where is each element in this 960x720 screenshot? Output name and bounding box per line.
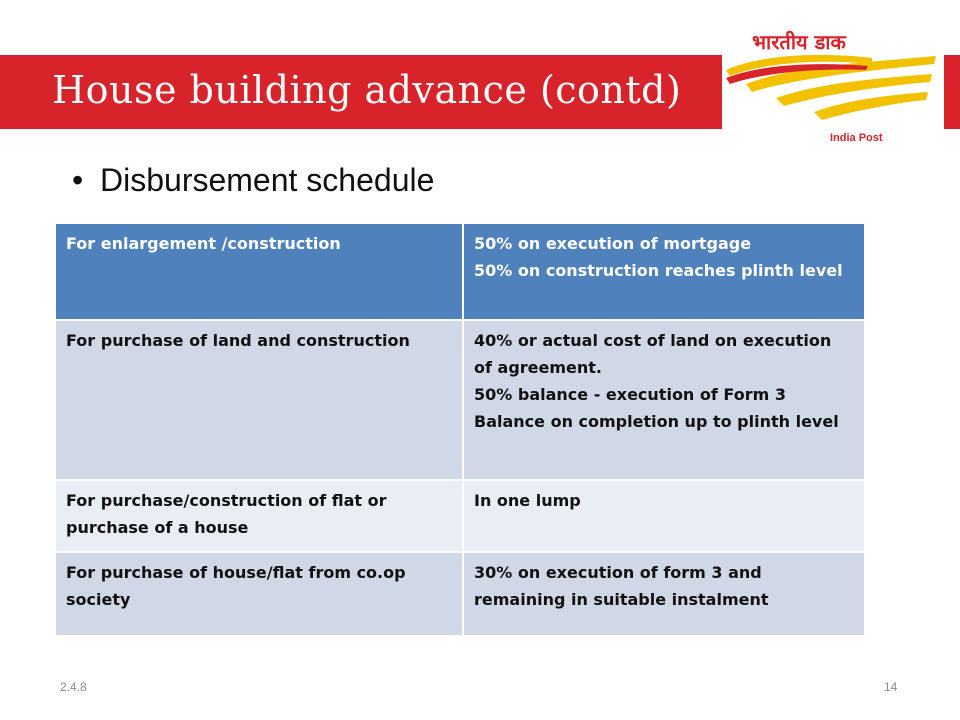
table-cell-label: For purchase/construction of flat or purchase of a house <box>56 480 463 552</box>
table-cell-label: For purchase of house/flat from co.op society <box>56 552 463 636</box>
table-row <box>56 552 864 636</box>
slide-title: House building advance (contd) <box>52 68 682 112</box>
table-cell-line: 30% on execution of form 3 and remaining in suitable instalment <box>474 563 769 609</box>
table-cell-line: Balance on completion up to plinth level <box>474 412 839 431</box>
disbursement-table <box>56 224 864 637</box>
table-cell-line: In one lump <box>474 491 581 510</box>
india-post-logo <box>722 18 944 150</box>
table-cell-value <box>463 320 864 480</box>
table-cell-line: 50% balance - execution of Form 3 <box>474 385 786 404</box>
table-cell-line: 50% on execution of mortgage <box>474 234 752 253</box>
table-row <box>56 480 864 552</box>
india-post-logo-icon <box>722 48 944 132</box>
table-cell-value <box>463 552 864 636</box>
table-cell-line: 40% or actual cost of land on execution of agreement. <box>474 331 832 377</box>
logo-swoosh-4 <box>814 92 928 120</box>
table-cell-label: For purchase of land and construction <box>56 320 463 480</box>
logo-english-text: India Post <box>830 132 883 144</box>
bullet-dot-icon: • <box>72 162 84 198</box>
bullet-text: Disbursement schedule <box>100 162 435 198</box>
table-cell-line: 50% on construction reaches plinth level <box>474 261 843 280</box>
logo-hindi-text: भारतीय डाक <box>752 30 846 54</box>
bullet-item <box>72 162 434 199</box>
table-cell-value <box>463 224 864 320</box>
table-row <box>56 320 864 480</box>
table-row <box>56 224 864 320</box>
table-cell-label: For enlargement /construction <box>56 224 463 320</box>
table-cell-value <box>463 480 864 552</box>
footer-section-number: 2.4.8 <box>60 680 87 694</box>
page-number: 14 <box>884 680 898 694</box>
